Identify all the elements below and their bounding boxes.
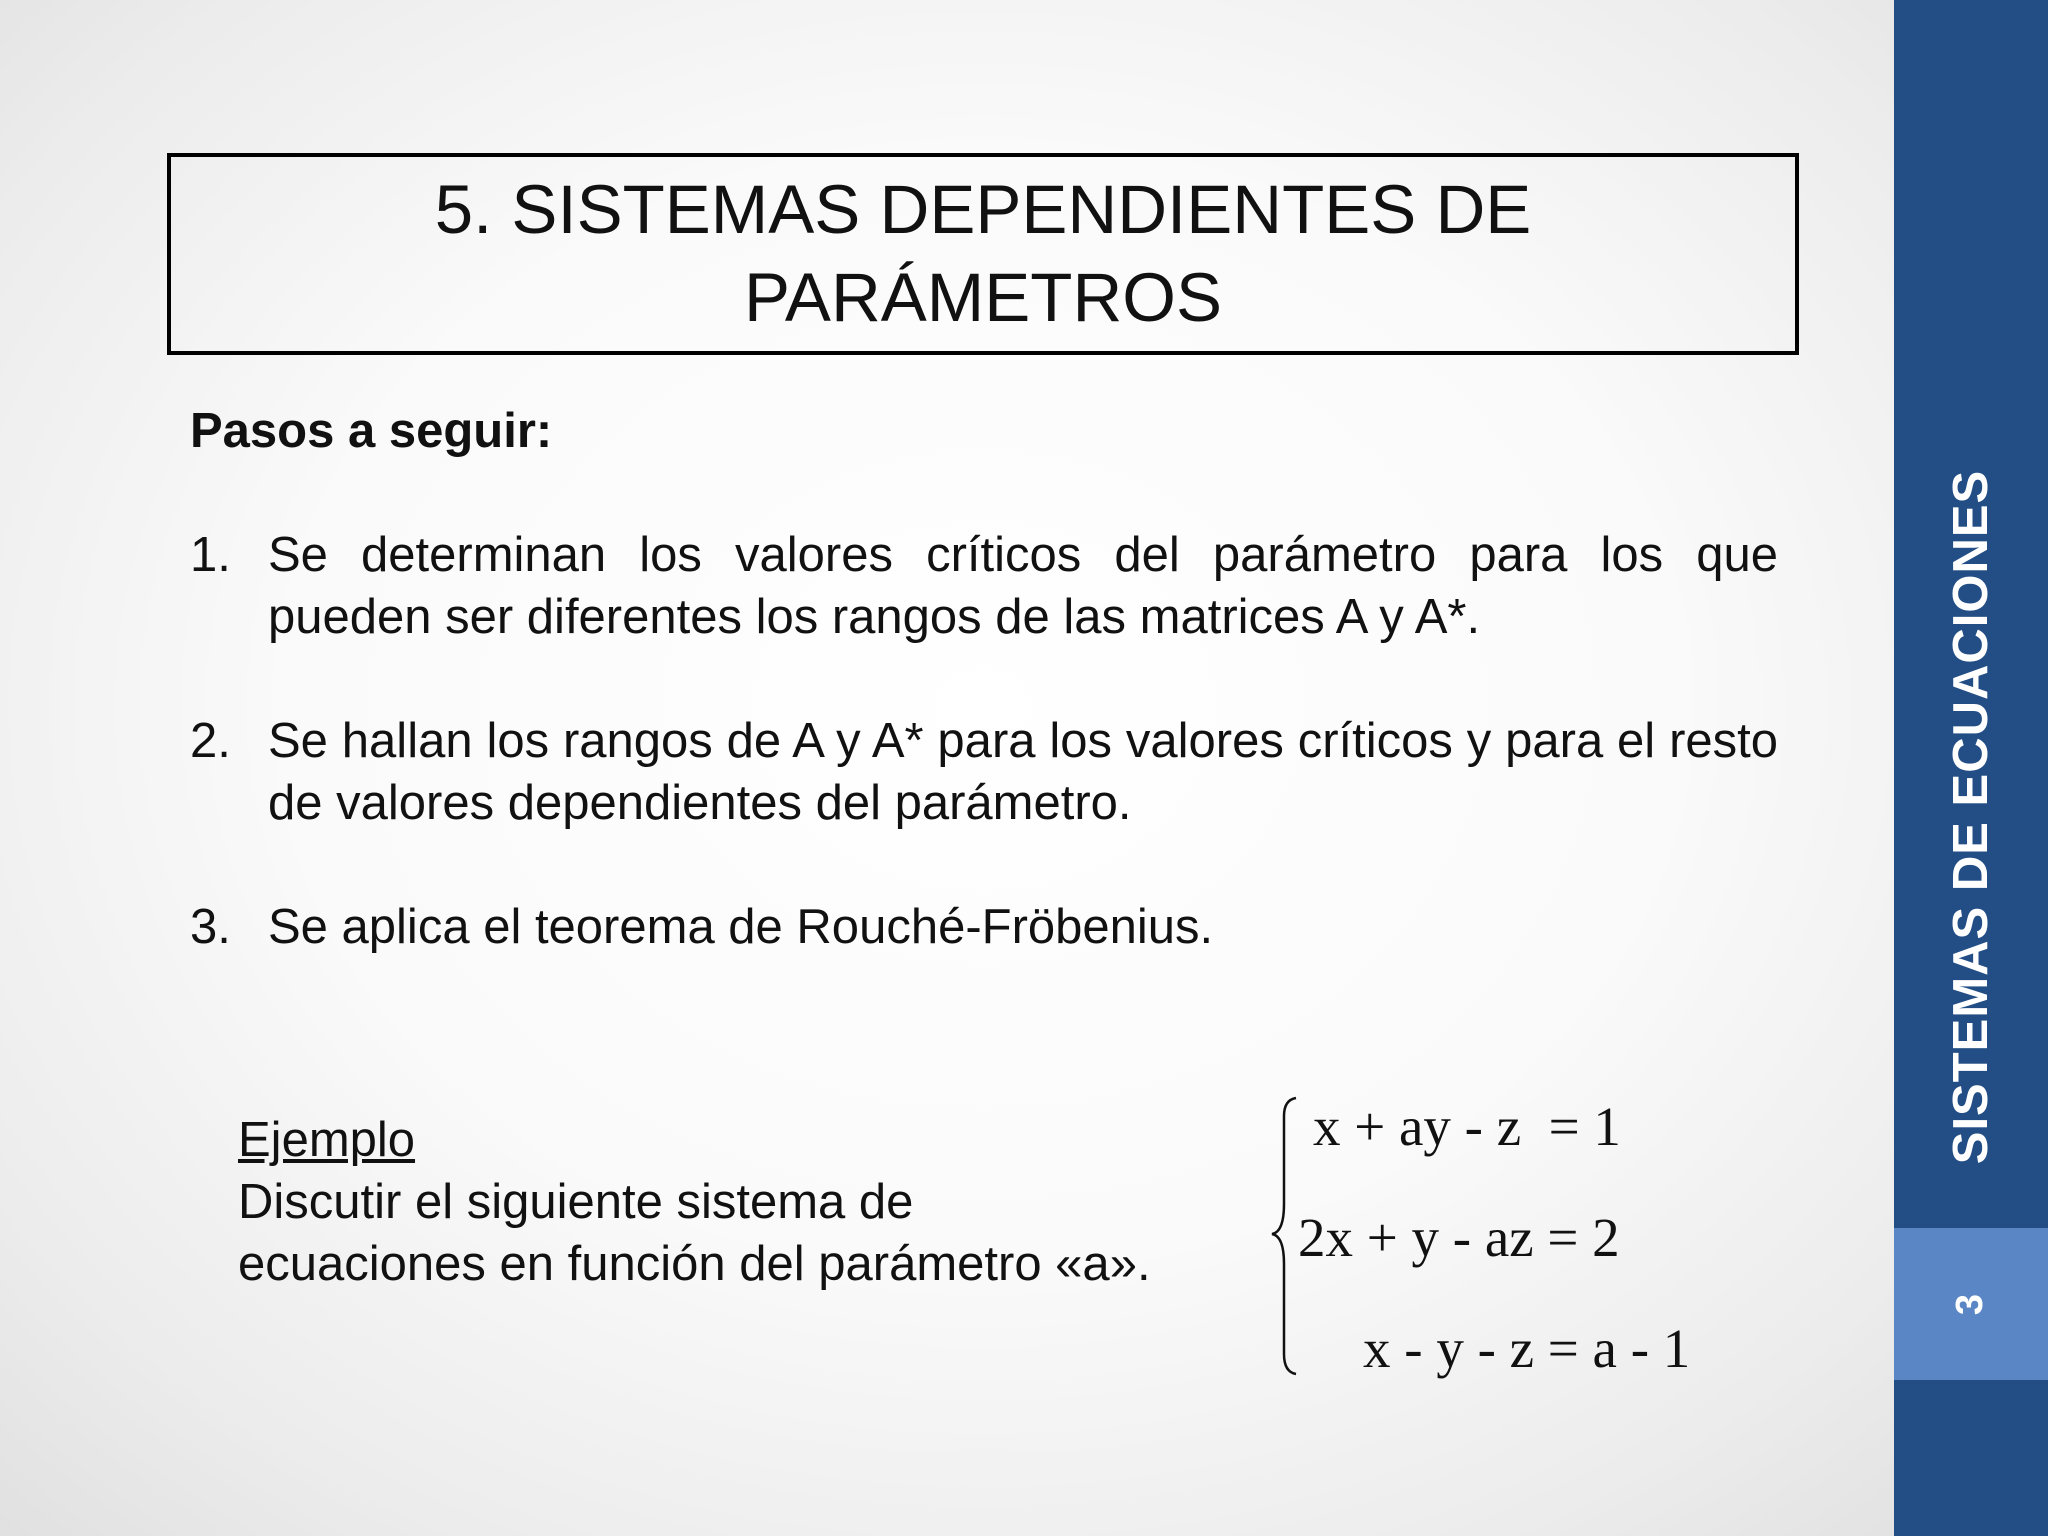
page-number-wrap	[1894, 1228, 2048, 1380]
example-label: Ejemplo	[238, 1113, 416, 1167]
step-text: Se aplica el teorema de Rouché-Fröbenius.	[268, 900, 1214, 954]
steps-section	[190, 400, 1778, 1020]
step-number: 1.	[190, 528, 231, 582]
step-text: Se determinan los valores críticos del parámetro para los que pueden ser diferentes los rangos de las matrices A y A*.	[268, 528, 1778, 644]
equation-3: x - y - z = a - 1	[1363, 1318, 1691, 1379]
equation-1: x + ay - z = 1	[1313, 1096, 1621, 1157]
page-number: 3	[1949, 1293, 1992, 1315]
step-number: 2.	[190, 714, 231, 768]
page-number-box	[1894, 1228, 2048, 1380]
sidebar-title: SISTEMAS DE ECUACIONES	[1944, 469, 1998, 1165]
example-text-line: ecuaciones en función del parámetro «a».	[238, 1237, 1151, 1291]
steps-heading: Pasos a seguir:	[190, 404, 553, 458]
step-text: Se hallan los rangos de A y A* para los valores críticos y para el resto de valores dependientes del parámetro.	[268, 714, 1778, 830]
step-item	[190, 896, 1778, 958]
equation-2: 2x + y - az = 2	[1298, 1207, 1620, 1268]
example-block	[238, 1109, 1151, 1295]
example-text-line: Discutir el siguiente sistema de	[238, 1175, 914, 1229]
equation-system	[1268, 1092, 1698, 1382]
slide-title: 5. SISTEMAS DEPENDIENTES DE PARÁMETROS	[434, 171, 1532, 336]
title-box	[167, 153, 1799, 355]
sidebar	[1894, 0, 2048, 1536]
sidebar-title-area	[1894, 464, 2048, 1170]
step-item	[190, 710, 1778, 834]
step-number: 3.	[190, 900, 231, 954]
step-item	[190, 524, 1778, 648]
